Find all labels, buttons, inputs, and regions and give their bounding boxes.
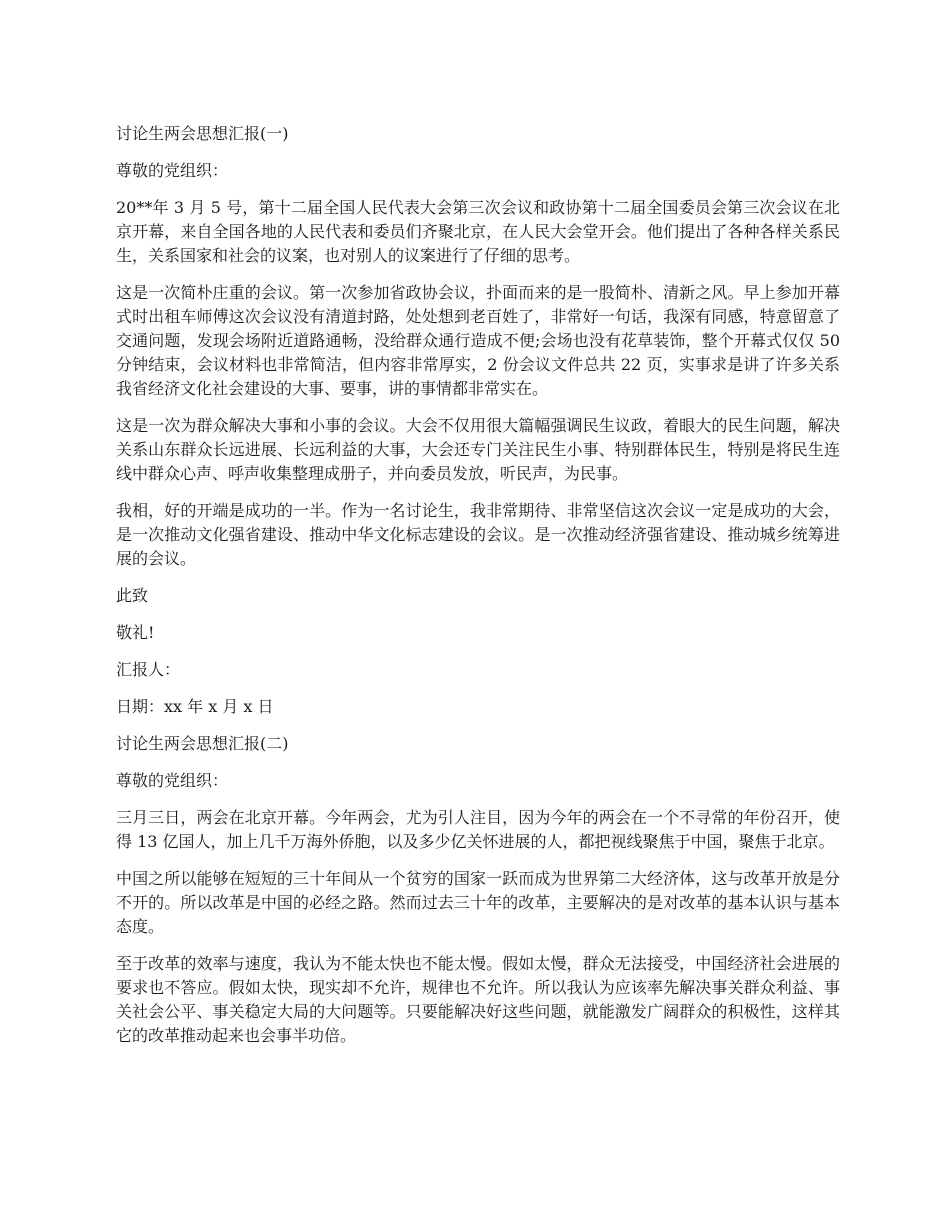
body-paragraph: 三月三日，两会在北京开幕。今年两会，尤为引人注目，因为今年的两会在一个不寻常的年份召开，使得 13 亿国人，加上几千万海外侨胞，以及多少亿关怀进展的人，都把视线聚焦于中国，聚焦于北京。 [116,808,840,851]
body-paragraph: 这是一次简朴庄重的会议。第一次参加省政协会议，扑面而来的是一股简朴、清新之风。早上参加开幕式时出租车师傅这次会议没有清道封路，处处想到老百姓了，非常好一句话，我深有同感，特意留意了交通问题，发现会场附近道路通畅，没给群众通行造成不便;会场也没有花草装饰，整个开幕式仅仅 50 分钟结束，会议材料也非常简洁，但内容非常厚实，2 份会议文件总共 22 页，实事求是讲了许多关系我省经济文化社会建设的大事、要事，讲的事情都非常实在。 [116,283,840,398]
body-paragraph: 中国之所以能够在短短的三十年间从一个贫穷的国家一跃而成为世界第二大经济体，这与改革开放是分不开的。所以改革是中国的必经之路。然而过去三十年的改革，主要解决的是对改革的基本认识与基本态度。 [116,869,840,936]
salutation-2: 尊敬的党组织： [116,771,229,790]
closing-salute: 敬礼! [116,623,155,642]
report-title-1: 讨论生两会思想汇报(一) [116,124,289,143]
body-paragraph: 这是一次为群众解决大事和小事的会议。大会不仅用很大篇幅强调民生议政，着眼大的民生问题，解决关系山东群众长远进展、长远利益的大事，大会还专门关注民生小事、特别群体民生，特别是将民生连线中群众心声、呼声收集整理成册子，并向委员发放，听民声，为民事。 [116,416,840,483]
salutation-1: 尊敬的党组织： [116,161,229,180]
body-paragraph: 20**年 3 月 5 号，第十二届全国人民代表大会第三次会议和政协第十二届全国委员会第三次会议在北京开幕，来自全国各地的人民代表和委员们齐聚北京，在人民大会堂开会。他们提出了各种各样关系民生，关系国家和社会的议案，也对别人的议案进行了仔细的思考。 [116,198,840,265]
reporter-line: 汇报人： [116,660,181,679]
body-paragraph: 我相，好的开端是成功的一半。作为一名讨论生，我非常期待、非常坚信这次会议一定是成功的大会，是一次推动文化强省建设、推动中华文化标志建设的会议。是一次推动经济强省建设、推动城乡统筹进展的会议。 [116,501,840,568]
report-title-2: 讨论生两会思想汇报(二) [116,734,289,753]
date-line: 日期：xx 年 x 月 x 日 [116,697,274,716]
document-body [116,122,840,1061]
body-paragraph: 至于改革的效率与速度，我认为不能太快也不能太慢。假如太慢，群众无法接受，中国经济社会进展的要求也不答应。假如太快，现实却不允许，规律也不允许。所以我认为应该率先解决事关群众利益、事关社会公平、事关稳定大局的大问题等。只要能解决好这些问题，就能激发广阔群众的积极性，这样其它的改革推动起来也会事半功倍。 [116,954,840,1045]
closing-phrase: 此致 [116,586,149,605]
